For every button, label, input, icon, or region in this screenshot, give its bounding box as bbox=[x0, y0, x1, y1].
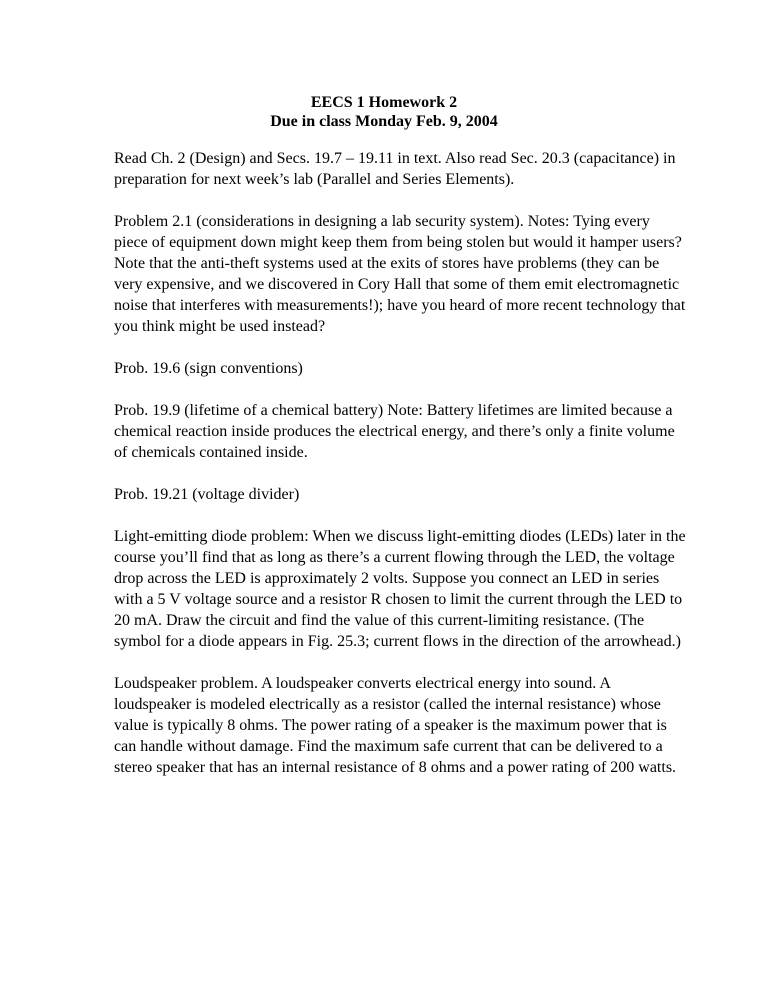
document-subtitle: Due in class Monday Feb. 9, 2004 bbox=[270, 113, 498, 130]
text-line: loudspeaker is modeled electrically as a resistor (called the internal resistance) whose bbox=[114, 696, 661, 713]
text-line: piece of equipment down might keep them from being stolen but would it hamper users? bbox=[114, 234, 682, 251]
text-line: Prob. 19.9 (lifetime of a chemical battery) Note: Battery lifetimes are limited because a bbox=[114, 402, 673, 419]
text-line: Note that the anti-theft systems used at the exits of stores have problems (they can be bbox=[114, 255, 660, 272]
text-line: value is typically 8 ohms. The power rating of a speaker is the maximum power that is bbox=[114, 717, 667, 734]
text-line: with a 5 V voltage source and a resistor R chosen to limit the current through the LED to bbox=[114, 591, 683, 608]
text-line: Prob. 19.6 (sign conventions) bbox=[114, 360, 303, 377]
paragraph bbox=[114, 673, 677, 778]
text-line: Prob. 19.21 (voltage divider) bbox=[114, 486, 300, 503]
text-line: drop across the LED is approximately 2 volts. Suppose you connect an LED in series bbox=[114, 570, 660, 587]
paragraph bbox=[114, 211, 686, 337]
document-header bbox=[0, 93, 768, 131]
text-line: Problem 2.1 (considerations in designing a lab security system). Notes: Tying every bbox=[114, 213, 650, 230]
paragraph bbox=[114, 148, 674, 190]
paragraph bbox=[114, 400, 674, 463]
document-body bbox=[114, 148, 686, 799]
text-line: you think might be used instead? bbox=[114, 318, 326, 335]
text-line: chemical reaction inside produces the electrical energy, and there’s only a finite volume bbox=[114, 423, 675, 440]
text-line: preparation for next week’s lab (Parallel and Series Elements). bbox=[114, 171, 515, 188]
paragraph bbox=[114, 358, 674, 379]
document-title: EECS 1 Homework 2 bbox=[310, 94, 458, 111]
paragraph bbox=[114, 484, 674, 505]
text-line: of chemicals contained inside. bbox=[114, 444, 308, 461]
text-line: can handle without damage. Find the maximum safe current that can be delivered to a bbox=[114, 738, 663, 755]
text-line: course you’ll find that as long as there’s a current flowing through the LED, the voltage bbox=[114, 549, 675, 566]
text-line: Read Ch. 2 (Design) and Secs. 19.7 – 19.11 in text. Also read Sec. 20.3 (capacitance) in bbox=[114, 150, 676, 167]
text-line: 20 mA. Draw the circuit and find the value of this current-limiting resistance. (The bbox=[114, 612, 645, 629]
text-line: stereo speaker that has an internal resistance of 8 ohms and a power rating of 200 watts. bbox=[114, 759, 677, 776]
text-line: noise that interferes with measurements!); have you heard of more recent technology that bbox=[114, 297, 686, 314]
paragraph bbox=[114, 526, 686, 652]
text-line: Loudspeaker problem. A loudspeaker converts electrical energy into sound. A bbox=[114, 675, 611, 692]
text-line: symbol for a diode appears in Fig. 25.3; current flows in the direction of the arrowhead.) bbox=[114, 633, 681, 650]
text-line: Light-emitting diode problem: When we discuss light-emitting diodes (LEDs) later in the bbox=[114, 528, 686, 545]
text-line: very expensive, and we discovered in Cory Hall that some of them emit electromagnetic bbox=[114, 276, 680, 293]
